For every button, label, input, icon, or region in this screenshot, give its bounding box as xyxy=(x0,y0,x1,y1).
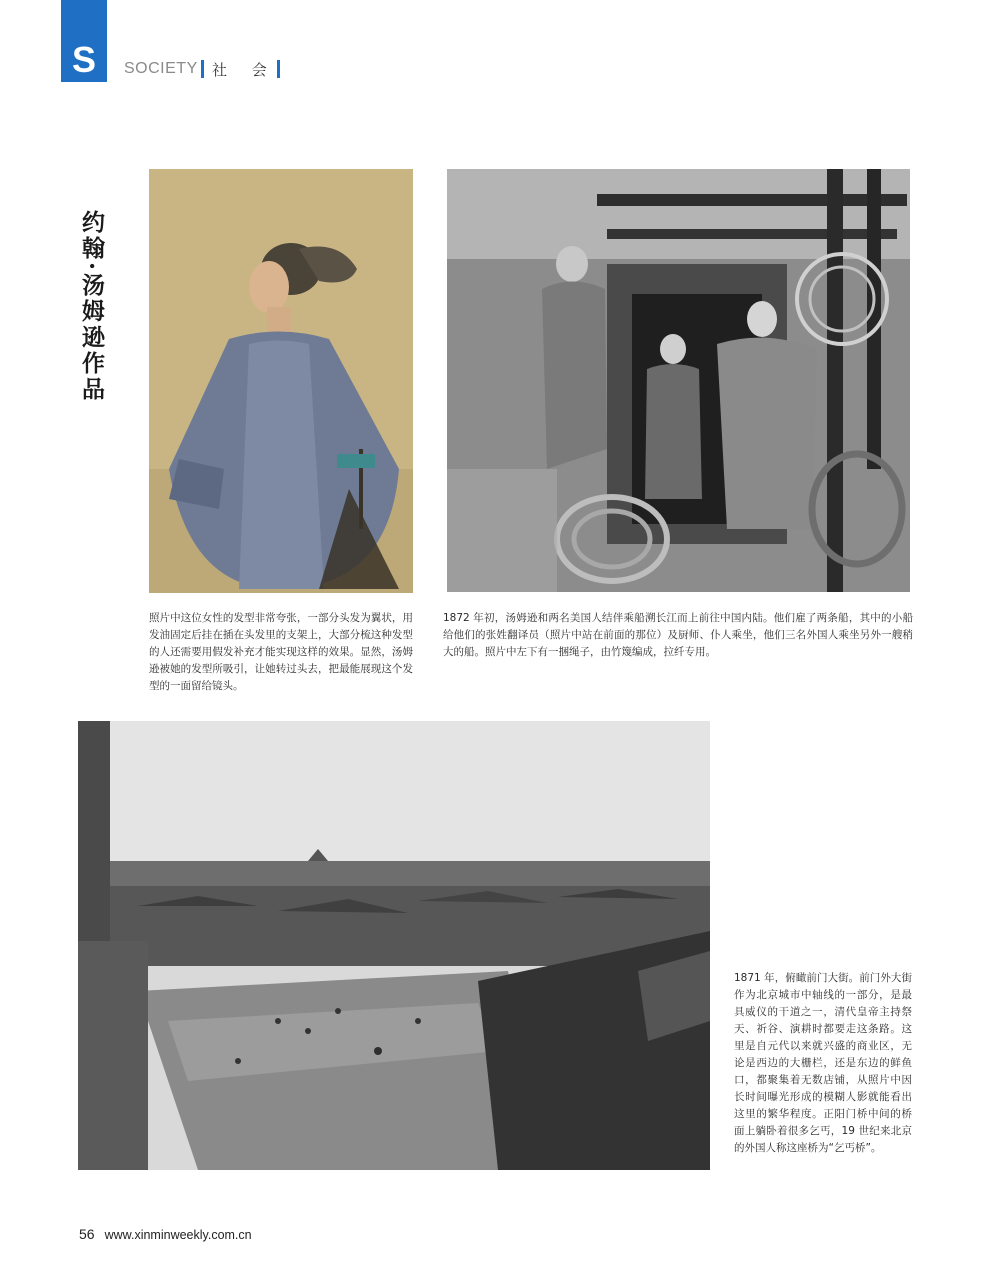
section-letter: S xyxy=(71,39,96,80)
portrait-photo xyxy=(149,169,413,593)
beijing-street-photo-icon xyxy=(78,721,710,1170)
caption-street: 1871 年，俯瞰前门大街。前门外大街作为北京城市中轴线的一部分，是最具威仪的干道之一，清代皇帝主持祭天、祈谷、演耕时都要走这条路。这里是自元代以来就兴盛的商业区，无论是西边的大栅栏，还是东边的鲜鱼口，都聚集着无数店铺，从照片中因长时间曝光形成的模糊人影就能看出这里的繁华程度。正阳门桥中间的桥面上躺卧着很多乞丐，19 世纪来北京的外国人称这座桥为“乞丐桥”。 xyxy=(734,972,912,1154)
caption-boat: 1872 年初，汤姆逊和两名美国人结伴乘船溯长江而上前往中国内陆。他们雇了两条船，其中的小船给他们的张姓翻译员（照片中站在前面的那位）及厨师、仆人乘坐，他们三名外国人乘坐另外一艘稍大的船。照片中左下有一捆绳子，由竹篾编成，拉纤专用。 xyxy=(443,612,913,658)
section-name-zh-wrap xyxy=(201,58,280,80)
boat-crew-photo xyxy=(447,169,910,592)
website-link[interactable]: www.xinminweekly.com.cn xyxy=(104,1228,252,1242)
article-title: 约翰·汤姆逊作品 xyxy=(78,210,105,404)
beijing-street-photo xyxy=(78,721,710,1170)
portrait-photo-icon xyxy=(149,169,413,593)
divider-bar-right xyxy=(277,60,280,78)
page-footer xyxy=(79,1226,252,1242)
page-number: 56 xyxy=(79,1226,95,1242)
section-name-en: SOCIETY xyxy=(124,60,198,77)
caption-portrait: 照片中这位女性的发型非常夸张，一部分头发为翼状，用发油固定后挂在插在头发里的支架上，大部分梳这种发型的人还需要用假发补充才能实现这样的效果。显然，汤姆逊被她的发型所吸引，让她转过头去，把最能展现这个发型的一面留给镜头。 xyxy=(149,612,413,692)
section-tab xyxy=(61,0,107,82)
section-name-zh: 社 会 xyxy=(212,60,277,79)
boat-crew-photo-icon xyxy=(447,169,910,592)
